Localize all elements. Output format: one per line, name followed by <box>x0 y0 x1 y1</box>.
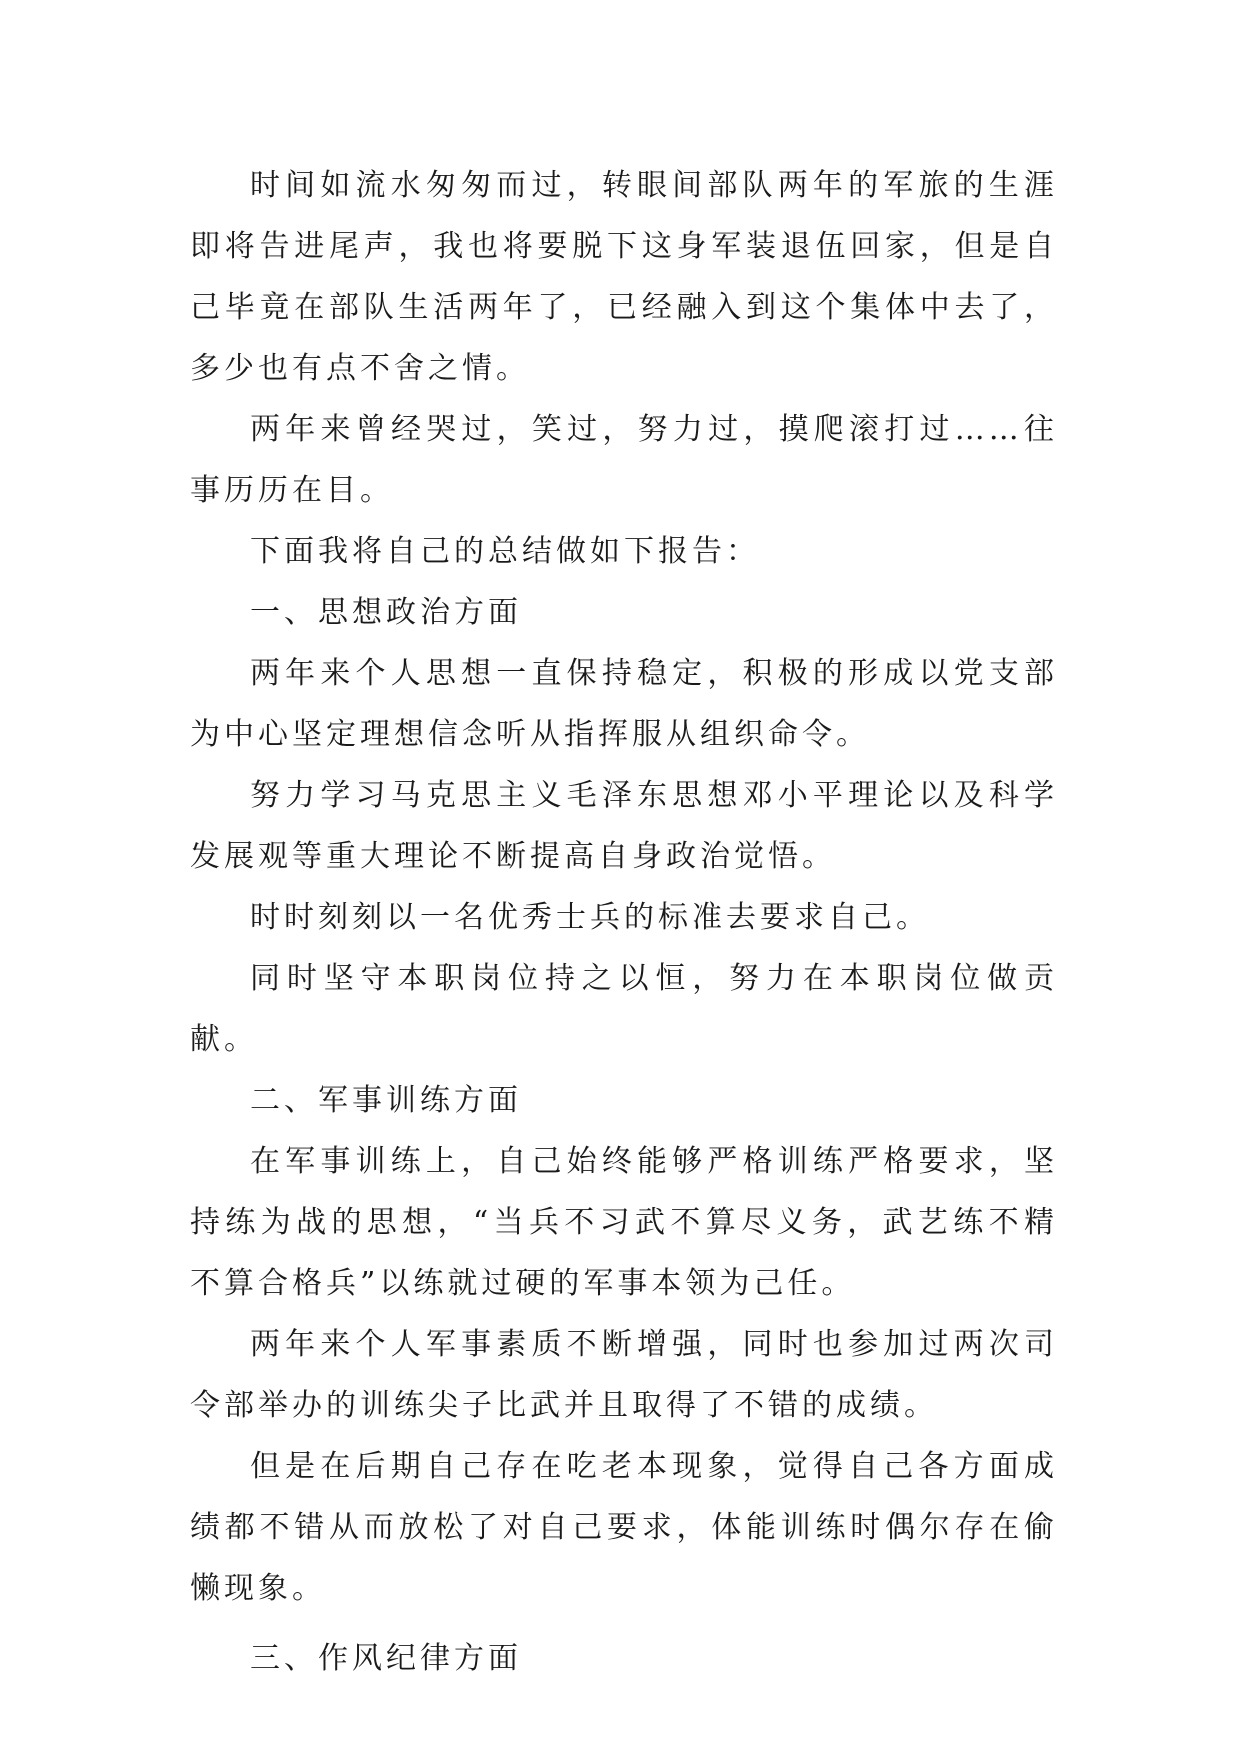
paragraph-memories: 两年来曾经哭过，笑过，努力过，摸爬滚打过……往事历历在目。 <box>190 412 1058 508</box>
section-heading-discipline: 三、作风纪律方面 <box>250 1641 522 1676</box>
section-heading-training: 二、军事训练方面 <box>250 1083 522 1118</box>
paragraph-intro: 时间如流水匆匆而过，转眼间部队两年的军旅的生涯即将告进尾声，我也将要脱下这身军装退伍回家，但是自己毕竟在部队生活两年了，已经融入到这个集体中去了，多少也有点不舍之情。 <box>190 168 1058 386</box>
paragraph-training-1: 在军事训练上，自己始终能够严格训练严格要求，坚持练为战的思想，“当兵不习武不算尽义务，武艺练不精不算合格兵”以练就过硬的军事本领为己任。 <box>190 1144 1058 1301</box>
paragraph-political-4: 同时坚守本职岗位持之以恒，努力在本职岗位做贡献。 <box>190 961 1058 1057</box>
paragraph-political-1: 两年来个人思想一直保持稳定，积极的形成以党支部为中心坚定理想信念听从指挥服从组织命令。 <box>190 656 1058 752</box>
section-heading-political: 一、思想政治方面 <box>250 595 522 630</box>
paragraph-political-2: 努力学习马克思主义毛泽东思想邓小平理论以及科学发展观等重大理论不断提高自身政治觉悟。 <box>190 778 1058 874</box>
document-body <box>190 155 1058 1689</box>
paragraph-political-3: 时时刻刻以一名优秀士兵的标准去要求自己。 <box>250 900 930 935</box>
paragraph-training-2: 两年来个人军事素质不断增强，同时也参加过两次司令部举办的训练尖子比武并且取得了不错的成绩。 <box>190 1327 1058 1423</box>
paragraph-training-3: 但是在后期自己存在吃老本现象，觉得自己各方面成绩都不错从而放松了对自己要求，体能训练时偶尔存在偷懒现象。 <box>190 1449 1058 1606</box>
paragraph-report-lead: 下面我将自己的总结做如下报告： <box>250 534 760 569</box>
